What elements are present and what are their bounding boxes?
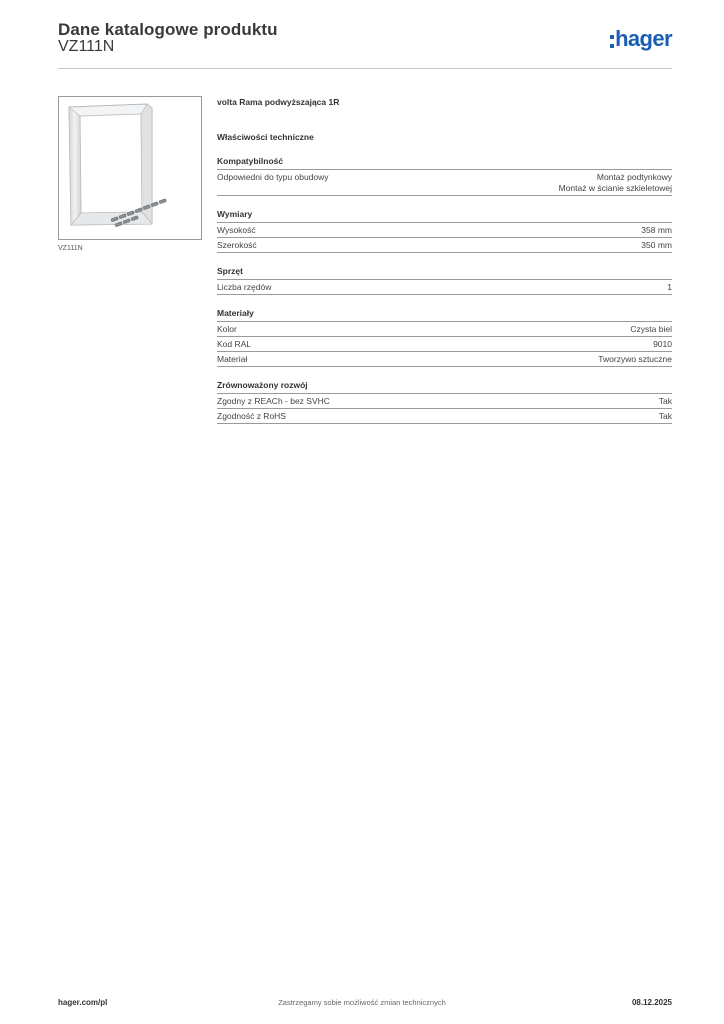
spec-value xyxy=(641,225,672,236)
spec-row xyxy=(217,223,672,238)
spec-group xyxy=(217,266,672,295)
spec-value-line: 9010 xyxy=(653,339,672,349)
spec-value xyxy=(659,411,672,422)
spec-value xyxy=(641,240,672,251)
spec-value-line: 350 mm xyxy=(641,240,672,250)
spec-value-line: Czysta biel xyxy=(630,324,672,334)
spec-row xyxy=(217,352,672,367)
spec-row xyxy=(217,337,672,352)
spec-value xyxy=(653,339,672,350)
spec-groups xyxy=(217,156,672,424)
spec-label: Kolor xyxy=(217,324,237,334)
spec-label: Kod RAL xyxy=(217,339,252,349)
spec-label: Szerokość xyxy=(217,240,257,250)
spec-row xyxy=(217,280,672,295)
spec-group xyxy=(217,308,672,367)
spec-row xyxy=(217,170,672,196)
spec-group-title: Materiały xyxy=(217,308,672,322)
spec-group-title: Zrównoważony rozwój xyxy=(217,380,672,394)
spec-group-title: Wymiary xyxy=(217,209,672,223)
spec-value xyxy=(659,396,672,407)
product-image-caption: VZ111N xyxy=(58,245,83,252)
spec-value-line: Tak xyxy=(658,396,672,406)
logo-colon-icon xyxy=(610,35,614,48)
hager-logo[interactable] xyxy=(610,28,672,50)
technical-properties-heading: Właściwości techniczne xyxy=(217,132,314,142)
spec-value xyxy=(559,172,672,194)
spec-value-line: Tak xyxy=(658,411,672,421)
frame-product-icon xyxy=(59,97,201,239)
product-image xyxy=(58,96,202,240)
spec-value-line: Montaż podtynkowy xyxy=(596,172,672,182)
footer-website-link[interactable]: hager.com/pl xyxy=(58,998,108,1007)
spec-label: Liczba rzędów xyxy=(217,282,272,292)
page-title: Dane katalogowe produktu xyxy=(58,20,278,39)
footer-date: 08.12.2025 xyxy=(631,998,672,1007)
spec-label: Zgodność z RoHS xyxy=(217,411,286,421)
spec-group xyxy=(217,156,672,196)
spec-value-line: 1 xyxy=(667,282,672,292)
product-name: volta Rama podwyższająca 1R xyxy=(217,97,340,107)
spec-label: Odpowiedni do typu obudowy xyxy=(217,172,329,182)
spec-group xyxy=(217,380,672,424)
spec-value xyxy=(667,282,672,293)
spec-label: Wysokość xyxy=(217,225,256,235)
spec-label: Zgodny z REACh - bez SVHC xyxy=(217,396,330,406)
product-code: VZ111N xyxy=(58,38,115,55)
logo-text: hager xyxy=(615,26,672,51)
spec-row xyxy=(217,409,672,424)
spec-group xyxy=(217,209,672,253)
spec-value-line: Montaż w ścianie szkieletowej xyxy=(558,183,672,193)
spec-row xyxy=(217,394,672,409)
product-details xyxy=(217,96,672,424)
spec-group-title: Sprzęt xyxy=(217,266,672,280)
spec-value-line: 358 mm xyxy=(641,225,672,235)
header-divider xyxy=(58,68,672,69)
spec-value-line: Tworzywo sztuczne xyxy=(598,354,672,364)
spec-group-title: Kompatybilność xyxy=(217,156,672,170)
spec-row xyxy=(217,238,672,253)
spec-value xyxy=(630,324,672,335)
spec-row xyxy=(217,322,672,337)
spec-label: Materiał xyxy=(217,354,248,364)
spec-value xyxy=(598,354,672,365)
footer-disclaimer: Zastrzegamy sobie możliwość zmian technicznych xyxy=(278,998,446,1007)
